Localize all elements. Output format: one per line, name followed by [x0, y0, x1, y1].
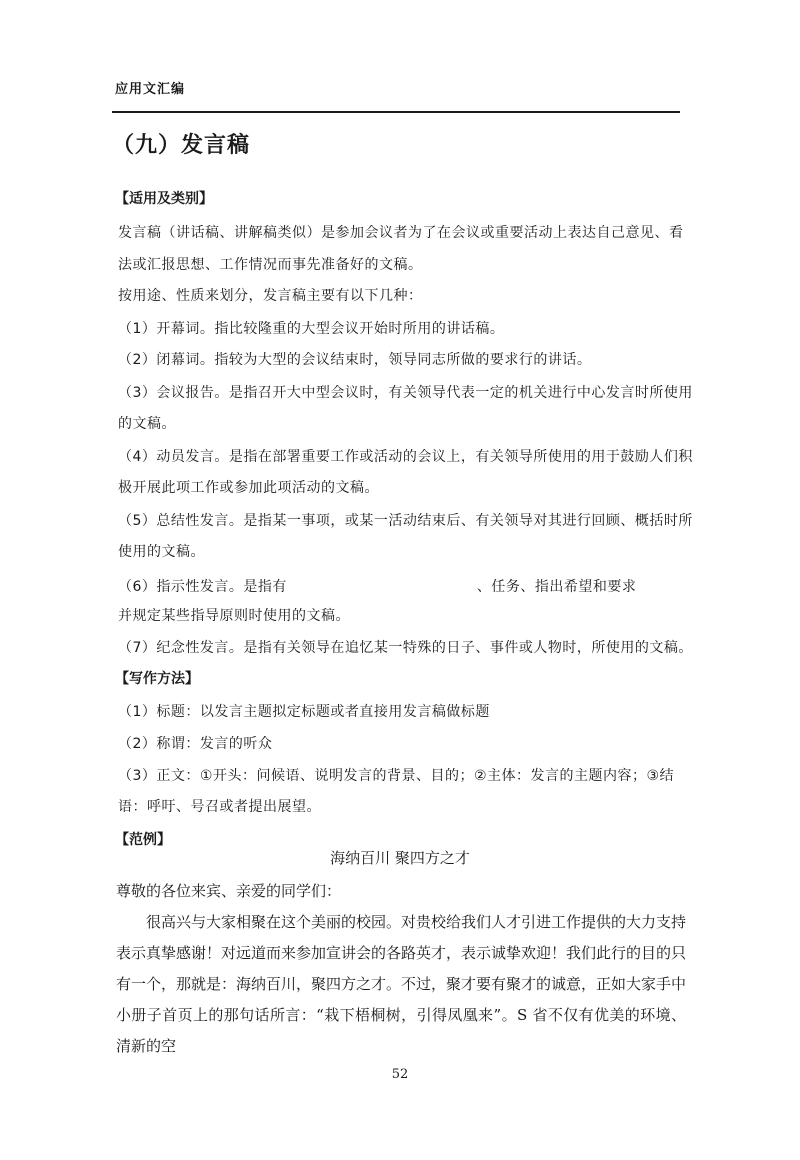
scan-gap — [287, 573, 477, 591]
usage-line: （3）会议报告。是指召开大中型会议时，有关领导代表一定的机关进行中心发言时所使用 — [118, 385, 693, 401]
page-number: 52 — [391, 1067, 409, 1082]
usage-line: （1）开幕词。指比较隆重的大型会议开始时所用的讲话稿。 — [118, 321, 505, 337]
usage-line: 使用的文稿。 — [118, 544, 205, 560]
running-header: 应用文汇编 — [115, 82, 186, 97]
example-paragraph: 很高兴与大家相聚在这个美丽的校园。对贵校给我们人才引进工作提供的大力支持表示真挚感谢！对远道而来参加宣讲会的各路英才，表示诚挚欢迎！我们此行的目的只有一个，那就是：海纳百川，聚四方之才。不过，聚才要有聚才的诚意，正如大家手中小册子首页上的那句话所言：“栽下梧桐树，引得凤凰来”。S 省不仅有优美的环境、清新的空 — [116, 913, 687, 1055]
page-title: （九）发言稿 — [112, 133, 251, 158]
usage-line: 的文稿。 — [118, 416, 176, 432]
usage-line: （4）动员发言。是指在部署重要工作或活动的会议上，有关领导所使用的用于鼓励人们积 — [118, 449, 693, 465]
method-line: 语：呼吁、号召或者提出展望。 — [118, 799, 321, 815]
example-body — [116, 876, 686, 1062]
usage-line: （2）闭幕词。指较为大型的会议结束时，领导同志所做的要求行的讲话。 — [118, 352, 592, 368]
example-salutation: 尊敬的各位来宾、亲爱的同学们： — [116, 882, 342, 900]
usage-line: 并规定某些指导原则时使用的文稿。 — [118, 608, 350, 624]
header-divider — [112, 111, 680, 113]
example-title: 海纳百川 聚四方之才 — [330, 849, 470, 867]
method-line: （3）正文：①开头：问候语、说明发言的背景、目的；②主体：发言的主题内容；③结 — [118, 768, 675, 784]
usage-line-6 — [118, 573, 636, 596]
method-line: （1）标题：以发言主题拟定标题或者直接用发言稿做标题 — [118, 704, 490, 720]
section-heading-usage: 【适用及类别】 — [115, 191, 213, 207]
usage-line-6-left: （6）指示性发言。是指有 — [118, 579, 287, 595]
usage-line: 按用途、性质来划分，发言稿主要有以下几种： — [118, 288, 423, 304]
usage-line: 极开展此项工作或参加此项活动的文稿。 — [118, 480, 379, 496]
usage-line: （7）纪念性发言。是指有关领导在追忆某一特殊的日子、事件或人物时，所使用的文稿。 — [118, 640, 693, 656]
method-line: （2）称谓：发言的听众 — [118, 736, 273, 752]
section-heading-method: 【写作方法】 — [115, 671, 199, 687]
usage-line-6-right: 、任务、指出希望和要求 — [476, 579, 637, 595]
usage-line: （5）总结性发言。是指某一事项，或某一活动结束后、有关领导对其进行回顾、概括时所 — [118, 513, 693, 529]
usage-line: 法或汇报思想、工作情况而事先准备好的文稿。 — [118, 257, 423, 273]
section-heading-example: 【范例】 — [115, 832, 171, 848]
usage-line: 发言稿（讲话稿、讲解稿类似）是参加会议者为了在会议或重要活动上表达自己意见、看 — [118, 225, 684, 241]
